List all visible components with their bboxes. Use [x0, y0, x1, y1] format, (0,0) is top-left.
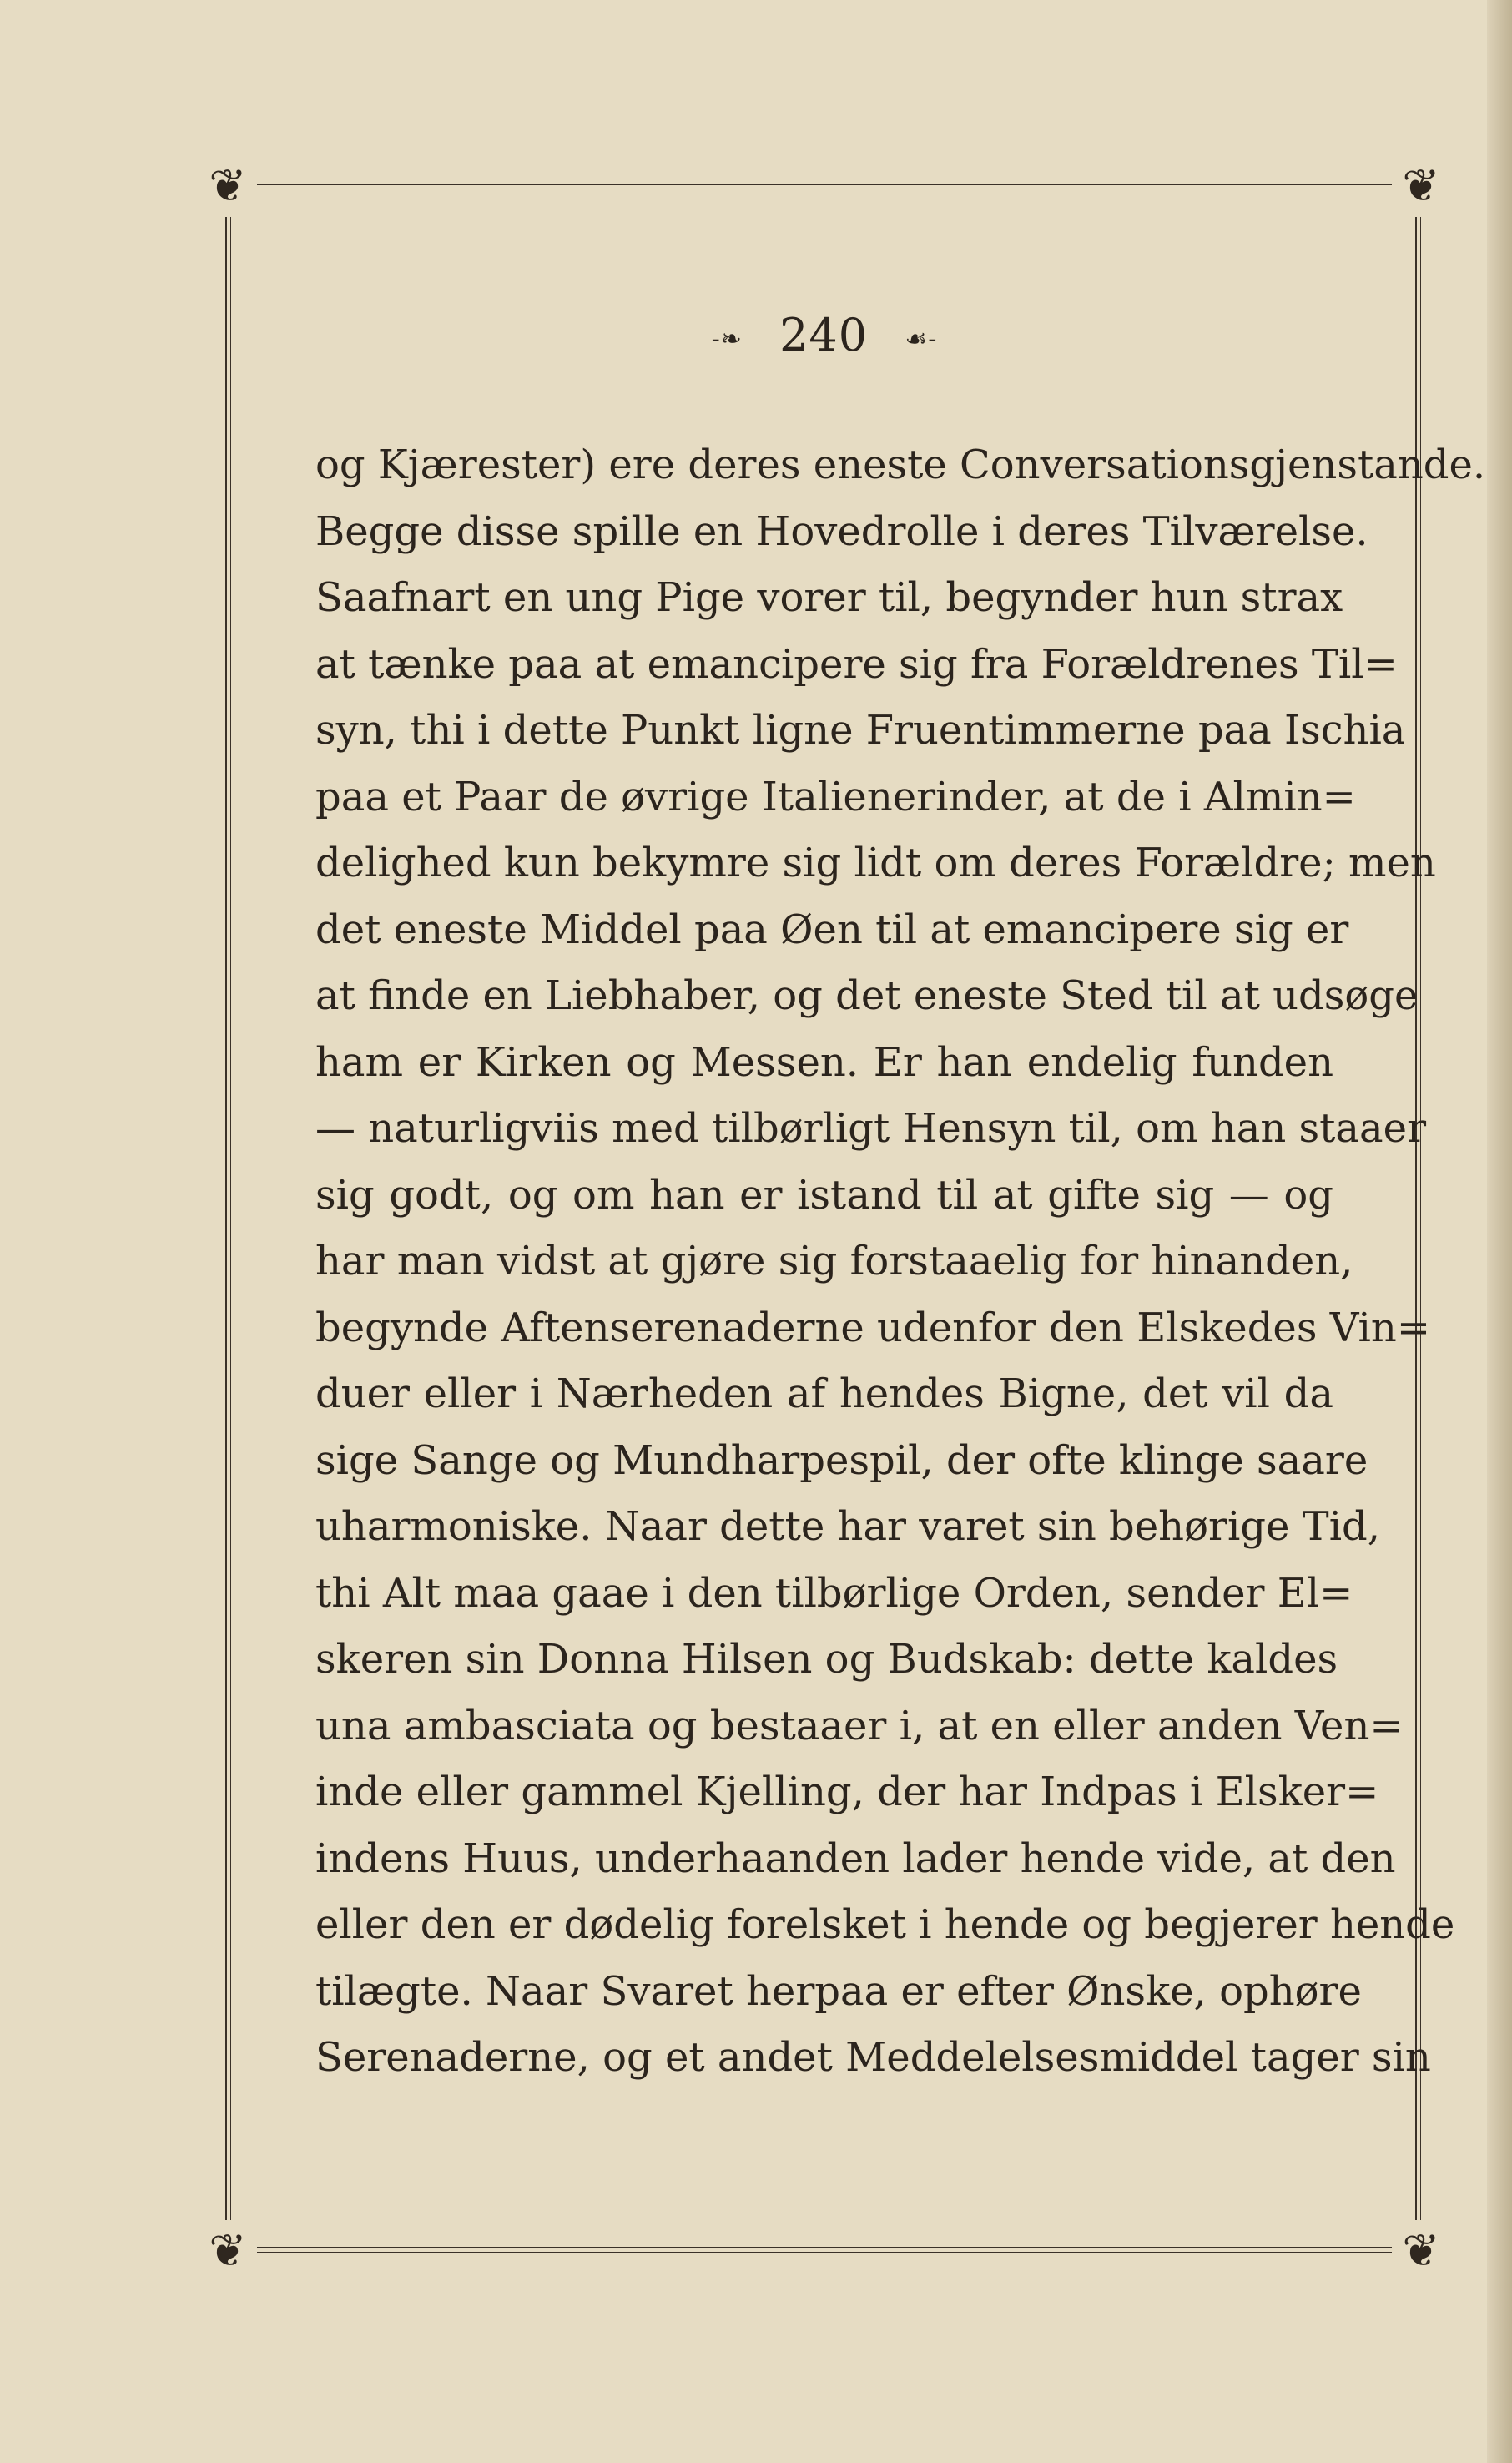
- text-line: duer eller i Nærheden af hendes Bigne, det vil da: [315, 1370, 1333, 1417]
- body-text: [315, 432, 1486, 2092]
- text-line: Serenaderne, og et andet Meddelelsesmiddel tager sin: [315, 2034, 1431, 2081]
- text-line: ham er Kirken og Messen. Er han endelig funden: [315, 1038, 1333, 1086]
- text-line: Saafnart en ung Pige vorer til, begynder hun strax: [315, 574, 1343, 621]
- text-line: eller den er dødelig forelsket i hende og begjerer hende: [315, 1901, 1455, 1948]
- bottom-border-rule: [257, 2247, 1392, 2254]
- text-line: skeren sin Donna Hilsen og Budskab: dette kaldes: [315, 1636, 1338, 1683]
- text-line: syn, thi i dette Punkt ligne Fruentimmerne paa Ischia: [315, 707, 1406, 754]
- fleuron-icon: ❦: [1402, 2224, 1440, 2277]
- text-line: Begge disse spille en Hovedrolle i deres Tilværelse.: [315, 507, 1368, 555]
- text-line: inde eller gammel Kjelling, der har Indpas i Elsker=: [315, 1769, 1379, 1815]
- page-edge: [1487, 0, 1512, 2463]
- text-line: og Kjærester) ere deres eneste Conversationsgjenstande.: [315, 442, 1486, 488]
- text-line: har man vidst at gjøre sig forstaaelig for hinanden,: [315, 1238, 1353, 1284]
- page-header: [224, 309, 1425, 361]
- text-line: sige Sange og Mundharpespil, der ofte klinge saare: [315, 1436, 1368, 1484]
- top-border-rule: [257, 184, 1392, 190]
- page-number: 240: [779, 309, 869, 361]
- text-line: tilægte. Naar Svaret herpaa er efter Ønske, ophøre: [315, 1967, 1362, 2015]
- text-line: at finde en Liebhaber, og det eneste Sted til at udsøge: [315, 972, 1419, 1019]
- text-line: begynde Aftenserenaderne udenfor den Elskedes Vin=: [315, 1304, 1431, 1351]
- text-line: uharmoniske. Naar dette har varet sin behørige Tid,: [315, 1503, 1381, 1550]
- header-ornament-left: -❧: [711, 324, 743, 354]
- text-line: paa et Paar de øvrige Italienerinder, at de i Almin=: [315, 773, 1356, 820]
- fleuron-icon: ❦: [209, 159, 247, 212]
- text-line: — naturligviis med tilbørligt Hensyn til, om han staaer: [315, 1105, 1427, 1152]
- header-ornament-right: ☙-: [905, 324, 938, 354]
- page-frame: [209, 159, 1486, 2277]
- text-line: indens Huus, underhaanden lader hende vide, at den: [315, 1835, 1396, 1882]
- text-line: sig godt, og om han er istand til at gifte sig — og: [315, 1171, 1333, 1219]
- text-line: una ambasciata og bestaaer i, at en eller anden Ven=: [315, 1702, 1404, 1749]
- fleuron-icon: ❦: [1402, 159, 1440, 212]
- text-line: at tænke paa at emancipere sig fra Forældrenes Til=: [315, 640, 1398, 688]
- text-line: det eneste Middel paa Øen til at emancipere sig er: [315, 906, 1349, 953]
- text-line: thi Alt maa gaae i den tilbørlige Orden, sender El=: [315, 1569, 1353, 1617]
- fleuron-icon: ❦: [209, 2224, 247, 2277]
- text-line: delighed kun bekymre sig lidt om deres Forældre; men: [315, 840, 1436, 886]
- left-border-rule: [225, 217, 234, 2220]
